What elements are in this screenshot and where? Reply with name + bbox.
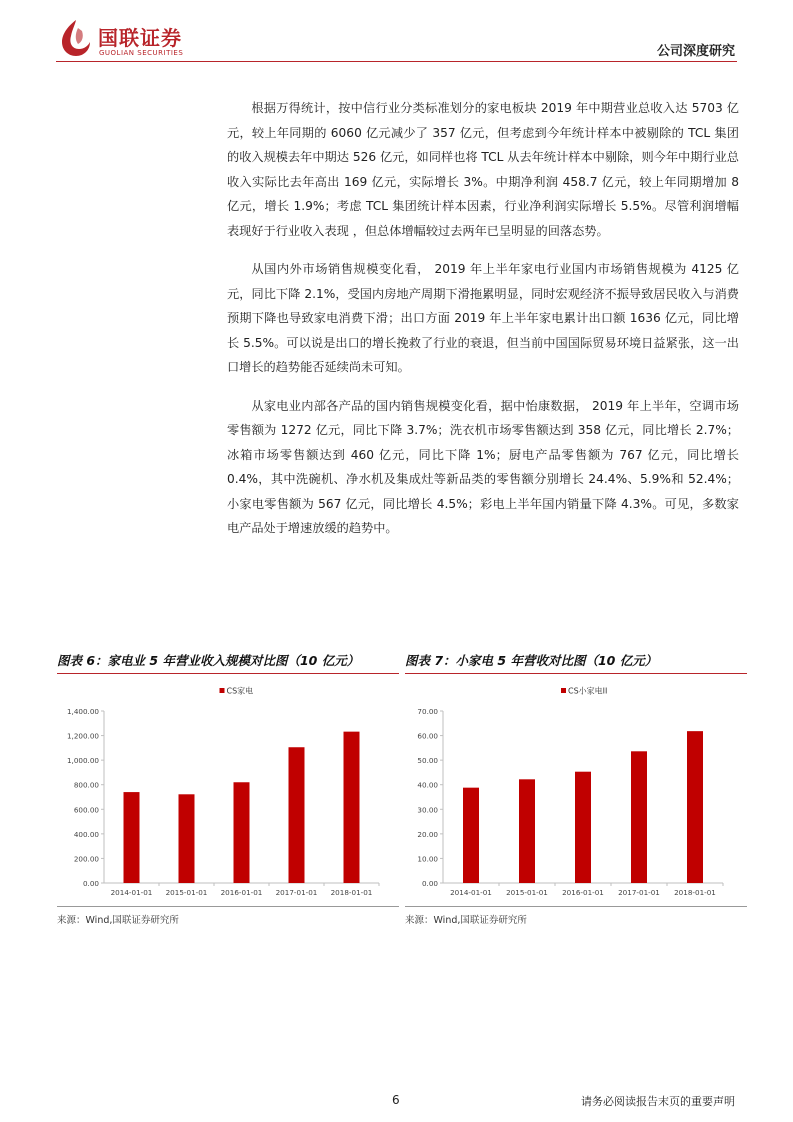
paragraph-1: 根据万得统计，按中信行业分类标准划分的家电板块 2019 年中期营业总收入达 5703 亿元，较上年同期的 6060 亿元减少了 357 亿元，但考虑到今年统计样本中被剔除的 TCL 集团的收入规模去年中期达 526 亿元，如同样也将 TCL 从去年统计样本中剔除，则今年中期行业总收入实际比去年高出 169 亿元，实际增长 3%。中期净利润 458.7 亿元，较上年同期增加 8 亿元，增长 1.9%；考虑 TCL 集团统计样本因素，行业净利润实际增长 5.5%。尽管利润增幅表现好于行业收入表现 ，但总体增幅较过去两年已呈明显的回落态势。 <box>227 101 739 238</box>
chart6-y-tick-label: 1,400.00 <box>66 707 99 716</box>
page-header <box>0 0 793 62</box>
body-text <box>227 96 739 555</box>
chart7-x-tick-label: 2015-01-01 <box>506 888 548 897</box>
chart7-y-tick-label: 10.00 <box>417 854 438 864</box>
chart6-x-tick-label: 2018-01-01 <box>330 888 373 897</box>
chart7-x-tick-label: 2018-01-01 <box>674 888 716 897</box>
chart7-bar <box>687 731 703 883</box>
chart7-x-tick-label: 2016-01-01 <box>562 888 604 897</box>
chart7-legend <box>561 686 607 696</box>
figure-7-chart-svg <box>405 674 739 906</box>
chart7-y-tick-label: 60.00 <box>417 731 438 741</box>
chart6-x-tick-label: 2015-01-01 <box>165 888 208 897</box>
figure-6-chart-svg <box>57 674 399 906</box>
page-number: 6 <box>392 1093 400 1107</box>
chart6-bar <box>124 792 140 883</box>
chart6-x-tick-label: 2016-01-01 <box>220 888 263 897</box>
chart6-bar <box>289 747 305 883</box>
chart7-y-tick-label: 40.00 <box>417 780 438 790</box>
chart7-bar <box>519 779 535 883</box>
figure-6-chart <box>57 674 399 907</box>
chart6-legend-swatch <box>220 688 225 693</box>
chart7-y-tick-label: 70.00 <box>417 707 438 716</box>
chart7-bar <box>575 772 591 883</box>
chart6-y-tick-label: 400.00 <box>73 829 99 839</box>
chart6-legend-label: CS家电 <box>226 686 254 696</box>
chart6-legend <box>220 686 254 696</box>
footer-disclaimer: 请务必阅读报告末页的重要声明 <box>581 1095 735 1108</box>
figure-7 <box>405 649 747 926</box>
document-type-label: 公司深度研究 <box>656 44 735 59</box>
figure-6-source: 来源：Wind,国联证券研究所 <box>57 915 179 926</box>
figure-7-chart <box>405 674 747 907</box>
chart7-y-tick-label: 0.00 <box>421 879 438 888</box>
logo-flame-icon <box>58 18 94 58</box>
chart7-x-tick-label: 2017-01-01 <box>618 888 660 897</box>
figure-7-source: 来源：Wind,国联证券研究所 <box>405 915 527 926</box>
chart6-y-tick-label: 800.00 <box>73 780 99 790</box>
chart6-bar <box>234 782 250 883</box>
paragraph-3: 从家电业内部各产品的国内销售规模变化看，据中怡康数据， 2019 年上半年，空调市场零售额为 1272 亿元，同比下降 3.7%；洗衣机市场零售额达到 358 亿元，同比增长 2.7%；冰箱市场零售额达到 460 亿元，同比下降 1%；厨电产品零售额为 767 亿元，同比增长 0.4%，其中洗碗机、净水机及集成灶等新品类的零售额分别增长 24.4%、5.9%和 52.4%；小家电零售额为 567 亿元，同比增长 4.5%；彩电上半年国内销量下降 4.3%。可见，多数家电产品处于增速放缓的趋势中。 <box>227 398 739 535</box>
chart6-bar <box>344 732 360 883</box>
chart7-bar <box>463 788 479 883</box>
chart6-y-tick-label: 0.00 <box>82 879 99 888</box>
figure-7-title: 图表 7：小家电 5 年营收对比图（10 亿元） <box>405 649 747 674</box>
chart6-bar <box>179 794 195 883</box>
chart7-y-tick-label: 30.00 <box>417 805 438 815</box>
figure-6 <box>57 649 399 926</box>
chart6-x-tick-label: 2017-01-01 <box>275 888 318 897</box>
header-divider <box>56 61 737 62</box>
chart7-bar <box>631 751 647 883</box>
chart6-x-tick-label: 2014-01-01 <box>110 888 153 897</box>
paragraph-2: 从国内外市场销售规模变化看， 2019 年上半年家电行业国内市场销售规模为 4125 亿元，同比下降 2.1%，受国内房地产周期下滑拖累明显，同时宏观经济不振导致居民收入与消费预期下降也导致家电消费下滑；出口方面 2019 年上半年家电累计出口额 1636 亿元，同比增长 5.5%。可以说是出口的增长挽救了行业的衰退，但当前中国国际贸易环境日益紧张，这一出口增长的趋势能否延续尚未可知。 <box>227 262 739 374</box>
chart6-y-tick-label: 200.00 <box>73 854 99 864</box>
logo-english-text: GUOLIAN SECURITIES <box>99 49 184 57</box>
logo-chinese-text: 国联证券 <box>98 26 182 50</box>
chart7-y-tick-label: 50.00 <box>417 756 438 766</box>
chart7-x-tick-label: 2014-01-01 <box>450 888 492 897</box>
chart6-y-tick-label: 600.00 <box>73 805 99 815</box>
chart6-y-tick-label: 1,000.00 <box>66 756 99 766</box>
chart7-legend-label: CS小家电II <box>568 686 608 696</box>
figure-6-title: 图表 6：家电业 5 年营业收入规模对比图（10 亿元） <box>57 649 399 674</box>
chart6-y-tick-label: 1,200.00 <box>66 731 99 741</box>
chart7-legend-swatch <box>561 688 566 693</box>
chart7-y-tick-label: 20.00 <box>417 829 438 839</box>
company-logo <box>58 18 208 60</box>
